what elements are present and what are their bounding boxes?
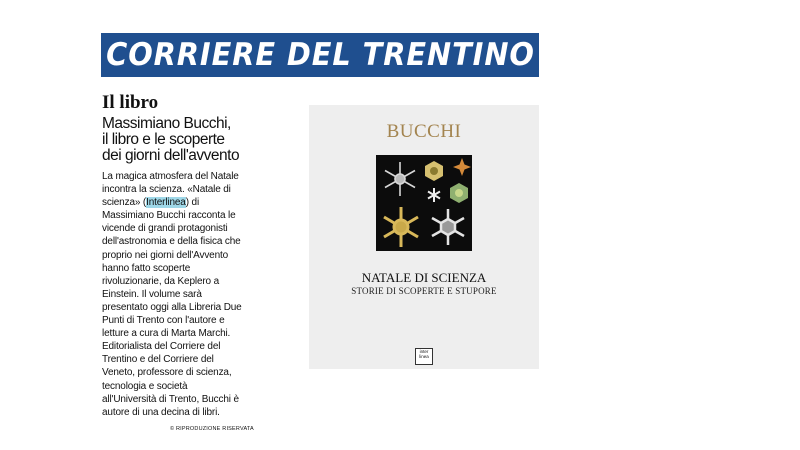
snowflake-icon (385, 162, 415, 196)
body-line: presentato oggi alla Libreria Due (102, 301, 242, 313)
body-line: Editorialista del Corriere del (102, 341, 221, 353)
body-line: letture a cura di Marta Marchi. (102, 328, 231, 340)
headline-line: dei giorni dell'avvento (102, 147, 240, 164)
body-line: tecnologia e società (102, 380, 188, 392)
body-line: La magica atmosfera del Natale (102, 171, 239, 182)
headline-line: Massimiano Bucchi, (102, 115, 231, 132)
body-line: hanno fatto scoperte (102, 262, 191, 274)
body-line: incontra la scienza. «Natale di (102, 184, 231, 196)
snowflake-artwork (376, 155, 472, 251)
body-text: scienza» ( (102, 197, 147, 209)
article (102, 92, 254, 433)
headline-line: il libro e le scoperte (102, 131, 225, 148)
article-headline (102, 116, 242, 164)
cover-title: NATALE DI SCIENZA (361, 270, 487, 285)
snowflake-icon (384, 207, 418, 247)
snowflake-illustration (376, 155, 472, 251)
snowflake-icon (428, 188, 440, 202)
body-line: Massimiano Bucchi racconta le (102, 210, 236, 222)
book-cover (309, 105, 539, 369)
snowflake-icon (432, 209, 464, 245)
star-icon (453, 158, 471, 176)
body-line: Veneto, professore di scienza, (102, 367, 232, 379)
body-line: Punti di Trento con l'autore e (102, 315, 225, 327)
body-line: Einstein. Il volume sarà (102, 288, 202, 300)
body-line: vicende di grandi protagonisti (102, 223, 228, 235)
body-line: autore di una decina di libri. (102, 406, 220, 418)
snowflake-icon (450, 183, 468, 203)
body-line: rivoluzionarie, da Keplero a (102, 275, 219, 287)
body-line: Trentino e del Corriere del (102, 354, 214, 366)
cover-subtitle: STORIE DI SCOPERTE E STUPORE (351, 286, 497, 296)
publisher-logo-text: linea (419, 354, 429, 359)
body-line: proprio nei giorni dell'Avvento (102, 249, 229, 261)
body-line: all'Università di Trento, Bucchi è (102, 393, 239, 405)
cover-author: BUCCHI (386, 121, 462, 142)
article-body (102, 170, 242, 419)
snowflake-icon (425, 161, 443, 181)
publisher-highlight: Interlinea (146, 197, 186, 209)
copyright-credit: © RIPRODUZIONE RISERVATA (170, 425, 254, 432)
article-kicker: Il libro (102, 92, 159, 113)
body-line: dell'astronomia e della fisica che (102, 236, 241, 248)
body-text: ) di (185, 197, 200, 209)
publisher-logo-text: inter (419, 349, 429, 354)
masthead (101, 33, 539, 77)
body-line (102, 196, 242, 209)
masthead-title: CORRIERE DEL TRENTINO (105, 37, 535, 73)
publisher-logo (415, 348, 433, 365)
